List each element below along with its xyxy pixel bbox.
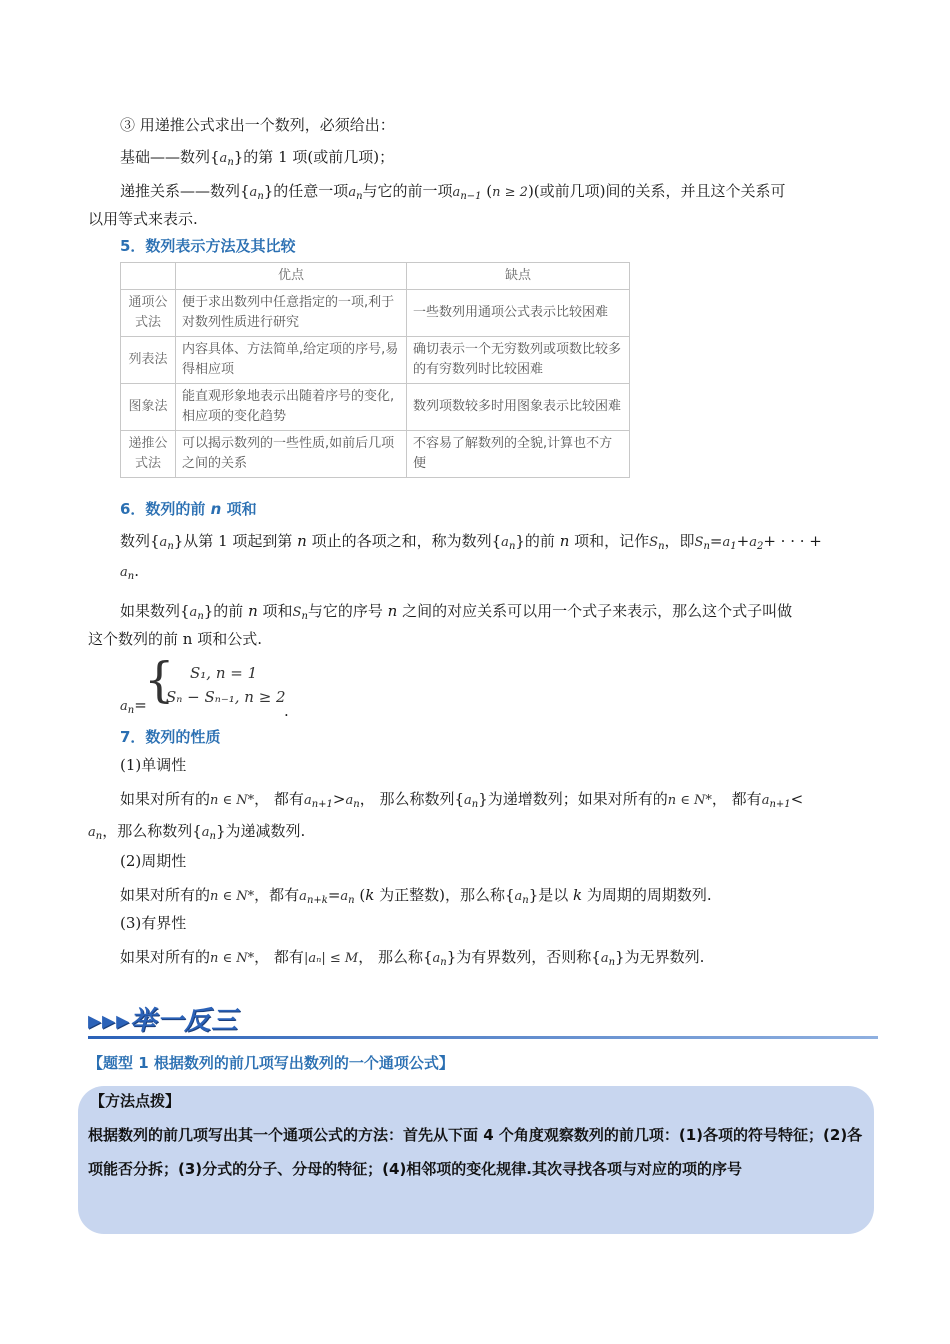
table-cell: 能直观形象地表示出随着序号的变化,相应项的变化趋势	[176, 384, 407, 431]
math-a: a	[600, 951, 609, 966]
text: 与它的序号	[307, 602, 388, 620]
text: +	[736, 532, 750, 550]
math-a: a	[501, 535, 509, 550]
text: }为有界数列，否则称{	[446, 948, 601, 966]
math-a: a	[340, 889, 349, 904]
bounded-line	[120, 946, 704, 974]
math-a: a	[303, 793, 312, 808]
section-5-title: 5．数列表示方法及其比较	[120, 237, 296, 255]
math-a: a	[348, 185, 357, 200]
text: }的前	[203, 602, 249, 620]
math-cond: n ∈ N*	[210, 951, 255, 966]
text: 之间的对应关系可以用一个式子来表示，那么这个式子叫做	[397, 602, 793, 620]
text: 与它的前一项	[362, 182, 453, 200]
math-a: a	[120, 565, 128, 580]
math-sub: n	[508, 541, 516, 552]
monotonic-line-2	[88, 820, 305, 848]
text: =	[134, 696, 147, 714]
table-row-header: 递推公式法	[121, 431, 176, 478]
math-S: S	[649, 535, 659, 550]
text: + · · · +	[763, 532, 822, 550]
text: =	[327, 886, 341, 904]
banner-underline	[88, 1036, 878, 1039]
math-sub: n	[167, 541, 174, 552]
piecewise-lhs	[120, 694, 147, 722]
section-6-title	[120, 498, 257, 519]
text: 如果对所有的	[120, 790, 211, 808]
periodic-title: (2)周期性	[120, 852, 187, 870]
math-a: a	[749, 535, 757, 550]
math-sub: n+k	[306, 895, 328, 906]
text: ， 都有	[254, 790, 304, 808]
table-header: 缺点	[407, 263, 630, 290]
math-cond: n ∈ N*	[210, 793, 255, 808]
comparison-table	[120, 262, 630, 478]
text: 项止的各项之和，称为数列{	[306, 532, 502, 550]
text: }的前	[515, 532, 560, 550]
text: 数列{	[120, 532, 160, 550]
table-row-header: 列表法	[121, 337, 176, 384]
math-sub: n	[95, 831, 103, 842]
text: }为递减数列.	[215, 822, 306, 840]
math-sub: n+1	[769, 799, 791, 810]
text: ， 那么称{	[358, 948, 433, 966]
math-a: a	[345, 793, 354, 808]
math-n: n	[559, 532, 570, 550]
bounded-title: (3)有界性	[120, 914, 187, 932]
table-cell: 确切表示一个无穷数列或项数比较多的有穷数列时比较困难	[407, 337, 630, 384]
text: }的第 1 项(或前几项)；	[233, 148, 395, 166]
math-a: a	[464, 793, 472, 808]
math-n: n	[248, 602, 258, 620]
recursion-line-1: ③ 用递推公式求出一个数列，必须给出：	[120, 116, 395, 134]
text: 基础——数列{	[120, 148, 220, 166]
math-k: k	[573, 886, 583, 904]
table-header-row	[121, 263, 630, 290]
math-a: a	[159, 535, 168, 550]
section-6-p2	[120, 600, 792, 628]
math-n: n	[210, 500, 222, 518]
math-k: k	[365, 886, 375, 904]
math-sub: 1	[730, 541, 737, 552]
math-bound: |aₙ| ≤ M	[303, 951, 359, 966]
math-a: a	[219, 151, 228, 166]
section-6-p3: 这个数列的前 n 项和公式.	[88, 630, 262, 648]
table-corner	[121, 263, 176, 290]
math-a: a	[120, 699, 128, 714]
math-a: a	[722, 535, 731, 550]
text: 如果数列{	[120, 602, 190, 620]
text: ， 那么称数列{	[359, 790, 464, 808]
math-sub: n	[440, 957, 447, 968]
text: ， 都有	[254, 948, 304, 966]
math-a: a	[201, 825, 210, 840]
math-sub: 2	[756, 541, 764, 552]
text: ，即	[664, 532, 695, 550]
text: (	[354, 886, 366, 904]
math-sub: n+1	[311, 799, 333, 810]
periodic-line	[120, 884, 712, 912]
text: }从第 1 项起到第	[173, 532, 298, 550]
piecewise-end: .	[284, 702, 289, 720]
math-sub: n	[658, 541, 665, 552]
math-sub: n	[471, 799, 479, 810]
table-row	[121, 290, 630, 337]
text: }为无界数列.	[615, 948, 705, 966]
text: <	[790, 790, 804, 808]
table-cell: 可以揭示数列的一些性质,如前后几项之间的关系	[176, 431, 407, 478]
text: >	[332, 790, 346, 808]
math-sub: n	[356, 191, 363, 202]
text: 为正整数)，那么称{	[374, 886, 515, 904]
table-row	[121, 384, 630, 431]
text: 为周期的周期数列.	[582, 886, 712, 904]
text: ，都有	[254, 886, 300, 904]
text: ， 都有	[711, 790, 762, 808]
math-a: a	[299, 889, 307, 904]
math-sub: n	[301, 611, 308, 622]
table-row-header: 图象法	[121, 384, 176, 431]
recursion-line-2	[120, 146, 394, 174]
math-cond: n ∈ N*	[667, 793, 712, 808]
topic-title: 【题型 1 根据数列的前几项写出数列的一个通项公式】	[88, 1054, 454, 1072]
monotonic-title: (1)单调性	[120, 756, 187, 774]
table-cell: 内容具体、方法简单,给定项的序号,易得相应项	[176, 337, 407, 384]
math-a: a	[249, 185, 258, 200]
text: (	[486, 182, 493, 200]
table-cell: 数列项数较多时用图象表示比较困难	[407, 384, 630, 431]
piecewise-case-1: S₁, n = 1	[190, 664, 258, 682]
text: 项和	[257, 602, 293, 620]
section-banner: ▸▸▸举一反三	[88, 1006, 239, 1036]
math-a: a	[452, 185, 461, 200]
text: 项和	[221, 500, 257, 518]
text: 递推关系——数列{	[120, 182, 250, 200]
table-cell: 一些数列用通项公式表示比较困难	[407, 290, 630, 337]
brace-symbol: {	[144, 652, 175, 708]
text: )(或前几项)间的关系，并且这个关系可	[527, 182, 786, 200]
section-6-p1	[120, 530, 822, 558]
table-cell: 便于求出数列中任意指定的一项,利于对数列性质进行研究	[176, 290, 407, 337]
text: }是以	[528, 886, 574, 904]
piecewise-case-2: Sₙ − Sₙ₋₁, n ≥ 2	[166, 688, 286, 706]
table-cell: 不容易了解数列的全貌,计算也不方便	[407, 431, 630, 478]
math-sub: n	[703, 541, 710, 552]
math-sub: n	[127, 571, 135, 582]
table-header: 优点	[176, 263, 407, 290]
tip-body: 根据数列的前几项写出其一个通项公式的方法：首先从下面 4 个角度观察数列的前几项：(1)各项的符号特征；(2)各项能否分拆；(3)分式的分子、分母的特征；(4)相邻项的变化规律.其次寻找各项与对应的项的序号	[88, 1126, 863, 1178]
table-row	[121, 337, 630, 384]
math-cond: n ∈ N*	[210, 889, 255, 904]
math-a: a	[514, 889, 523, 904]
math-a: a	[189, 605, 198, 620]
section-6-p1-cont	[120, 560, 139, 588]
text: 项和，记作	[569, 532, 650, 550]
text: .	[134, 562, 139, 580]
text: 如果对所有的	[120, 948, 211, 966]
math-n: n	[387, 602, 398, 620]
text: ，那么称数列{	[102, 822, 202, 840]
math-sub: n−1	[460, 191, 482, 202]
table-row-header: 通项公式法	[121, 290, 176, 337]
math-sub: n	[227, 157, 234, 168]
math-cond: n ≥ 2	[492, 185, 528, 200]
tip-title: 【方法点拨】	[90, 1092, 181, 1110]
math-sub: n	[209, 831, 216, 842]
math-sub: n	[522, 895, 529, 906]
math-S: S	[694, 535, 704, 550]
math-sub: n	[257, 191, 264, 202]
table-row	[121, 431, 630, 478]
monotonic-line-1	[120, 788, 803, 816]
math-S: S	[292, 605, 302, 620]
text: }为递增数列；如果对所有的	[478, 790, 668, 808]
recursion-line-4: 以用等式来表示.	[88, 210, 198, 228]
recursion-line-3	[120, 180, 786, 208]
method-tip-box	[78, 1086, 874, 1234]
math-sub: n	[353, 799, 360, 810]
math-a: a	[432, 951, 441, 966]
text: =	[709, 532, 723, 550]
text: 6．数列的前	[120, 500, 211, 518]
text: 如果对所有的	[120, 886, 211, 904]
text: }的任意一项	[263, 182, 349, 200]
math-sub: n	[608, 957, 616, 968]
math-a: a	[761, 793, 770, 808]
section-7-title: 7．数列的性质	[120, 728, 221, 746]
math-n: n	[297, 532, 307, 550]
math-sub: n	[197, 611, 204, 622]
math-sub: n	[348, 895, 355, 906]
math-a: a	[88, 825, 96, 840]
math-sub: n	[127, 705, 135, 716]
